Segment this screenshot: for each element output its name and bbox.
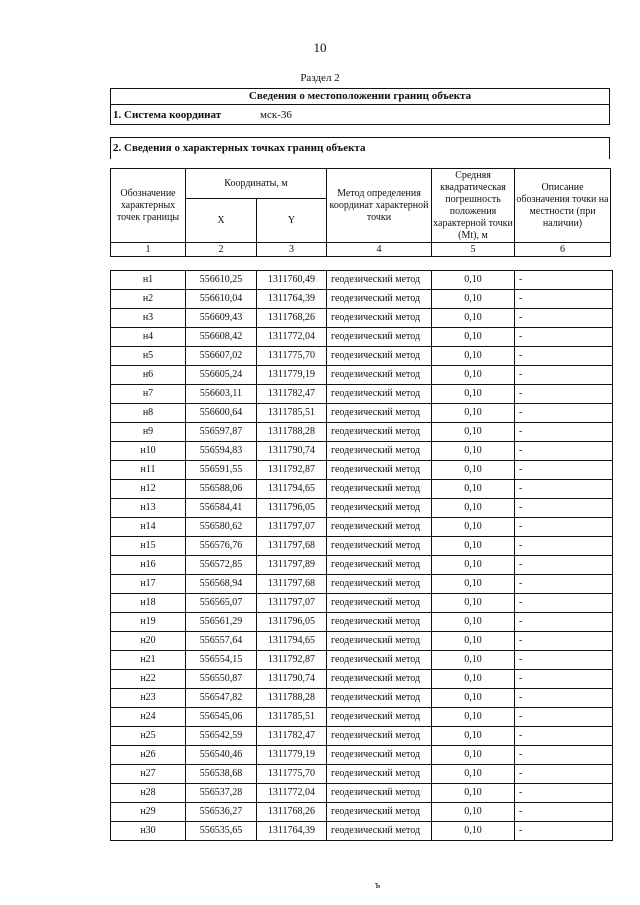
method-cell: геодезический метод: [327, 423, 432, 442]
error-cell: 0,10: [432, 290, 515, 309]
description-cell: -: [515, 689, 613, 708]
error-cell: 0,10: [432, 518, 515, 537]
column-number: 4: [327, 243, 432, 257]
y-cell: 1311790,74: [257, 670, 327, 689]
method-cell: геодезический метод: [327, 632, 432, 651]
method-cell: геодезический метод: [327, 366, 432, 385]
description-cell: -: [515, 727, 613, 746]
description-cell: -: [515, 594, 613, 613]
x-cell: 556554,15: [186, 651, 257, 670]
table-row: [111, 271, 613, 290]
description-cell: -: [515, 613, 613, 632]
column-number: 1: [111, 243, 186, 257]
header-coordinates: Координаты, м: [186, 169, 327, 199]
x-cell: 556535,65: [186, 822, 257, 841]
y-cell: 1311764,39: [257, 290, 327, 309]
table-row: [111, 651, 613, 670]
point-id-cell: н13: [111, 499, 186, 518]
point-id-cell: н5: [111, 347, 186, 366]
y-cell: 1311794,65: [257, 632, 327, 651]
x-cell: 556561,29: [186, 613, 257, 632]
table-row: [111, 385, 613, 404]
x-cell: 556610,04: [186, 290, 257, 309]
coord-system-label: 1. Система координат: [113, 109, 222, 121]
error-cell: 0,10: [432, 499, 515, 518]
y-cell: 1311772,04: [257, 328, 327, 347]
description-cell: -: [515, 784, 613, 803]
error-cell: 0,10: [432, 328, 515, 347]
table-row: [111, 556, 613, 575]
x-cell: 556540,46: [186, 746, 257, 765]
table-row: [111, 670, 613, 689]
column-number: 3: [257, 243, 327, 257]
description-cell: -: [515, 556, 613, 575]
y-cell: 1311768,26: [257, 803, 327, 822]
header-y: Y: [257, 199, 327, 243]
header-error: Средняя квадратическая погрешность положения характерной точки (Mt), м: [433, 169, 513, 241]
error-cell: 0,10: [432, 613, 515, 632]
error-cell: 0,10: [432, 271, 515, 290]
y-cell: 1311797,89: [257, 556, 327, 575]
error-cell: 0,10: [432, 822, 515, 841]
column-number: 5: [432, 243, 515, 257]
point-id-cell: н8: [111, 404, 186, 423]
point-id-cell: н30: [111, 822, 186, 841]
table-row: [111, 366, 613, 385]
description-cell: -: [515, 347, 613, 366]
y-cell: 1311782,47: [257, 727, 327, 746]
error-cell: 0,10: [432, 689, 515, 708]
point-id-cell: н24: [111, 708, 186, 727]
x-cell: 556550,87: [186, 670, 257, 689]
y-cell: 1311782,47: [257, 385, 327, 404]
description-cell: -: [515, 822, 613, 841]
y-cell: 1311796,05: [257, 499, 327, 518]
method-cell: геодезический метод: [327, 347, 432, 366]
x-cell: 556594,83: [186, 442, 257, 461]
description-cell: -: [515, 670, 613, 689]
point-id-cell: н23: [111, 689, 186, 708]
method-cell: геодезический метод: [327, 385, 432, 404]
point-id-cell: н18: [111, 594, 186, 613]
y-cell: 1311779,19: [257, 366, 327, 385]
y-cell: 1311797,07: [257, 518, 327, 537]
x-cell: 556609,43: [186, 309, 257, 328]
method-cell: геодезический метод: [327, 594, 432, 613]
x-cell: 556607,02: [186, 347, 257, 366]
error-cell: 0,10: [432, 803, 515, 822]
x-cell: 556536,27: [186, 803, 257, 822]
table-row: [111, 803, 613, 822]
y-cell: 1311760,49: [257, 271, 327, 290]
y-cell: 1311797,68: [257, 575, 327, 594]
method-cell: геодезический метод: [327, 613, 432, 632]
y-cell: 1311775,70: [257, 347, 327, 366]
method-cell: геодезический метод: [327, 746, 432, 765]
y-cell: 1311768,26: [257, 309, 327, 328]
point-id-cell: н6: [111, 366, 186, 385]
column-number: 2: [186, 243, 257, 257]
y-cell: 1311772,04: [257, 784, 327, 803]
method-cell: геодезический метод: [327, 461, 432, 480]
header-point-id: Обозначение характерных точек границы: [111, 169, 186, 243]
point-id-cell: н17: [111, 575, 186, 594]
point-id-cell: н15: [111, 537, 186, 556]
point-id-cell: н12: [111, 480, 186, 499]
point-id-cell: н29: [111, 803, 186, 822]
x-cell: 556537,28: [186, 784, 257, 803]
error-cell: 0,10: [432, 575, 515, 594]
error-cell: 0,10: [432, 385, 515, 404]
method-cell: геодезический метод: [327, 822, 432, 841]
x-cell: 556610,25: [186, 271, 257, 290]
point-id-cell: н28: [111, 784, 186, 803]
method-cell: геодезический метод: [327, 480, 432, 499]
y-cell: 1311797,07: [257, 594, 327, 613]
description-cell: -: [515, 632, 613, 651]
error-cell: 0,10: [432, 442, 515, 461]
point-id-cell: н20: [111, 632, 186, 651]
coord-system-row: [111, 105, 609, 125]
x-cell: 556538,68: [186, 765, 257, 784]
y-cell: 1311788,28: [257, 423, 327, 442]
point-id-cell: н26: [111, 746, 186, 765]
method-cell: геодезический метод: [327, 803, 432, 822]
method-cell: геодезический метод: [327, 537, 432, 556]
error-cell: 0,10: [432, 480, 515, 499]
description-cell: -: [515, 442, 613, 461]
x-cell: 556608,42: [186, 328, 257, 347]
y-cell: 1311785,51: [257, 708, 327, 727]
point-id-cell: н3: [111, 309, 186, 328]
y-cell: 1311775,70: [257, 765, 327, 784]
points-block-title: 2. Сведения о характерных точках границ объекта: [110, 137, 610, 159]
table-row: [111, 746, 613, 765]
header-description: Описание обозначения точки на местности (при наличии): [515, 169, 611, 243]
x-cell: 556584,41: [186, 499, 257, 518]
y-cell: 1311790,74: [257, 442, 327, 461]
description-cell: -: [515, 328, 613, 347]
point-id-cell: н25: [111, 727, 186, 746]
method-cell: геодезический метод: [327, 784, 432, 803]
description-cell: -: [515, 803, 613, 822]
error-cell: 0,10: [432, 309, 515, 328]
method-cell: геодезический метод: [327, 575, 432, 594]
table-row: [111, 708, 613, 727]
table-row: [111, 442, 613, 461]
table-row: [111, 347, 613, 366]
x-cell: 556591,55: [186, 461, 257, 480]
x-cell: 556565,07: [186, 594, 257, 613]
column-number: 6: [515, 243, 611, 257]
point-id-cell: н19: [111, 613, 186, 632]
x-cell: 556557,64: [186, 632, 257, 651]
method-cell: геодезический метод: [327, 309, 432, 328]
method-cell: геодезический метод: [327, 727, 432, 746]
description-cell: -: [515, 708, 613, 727]
coord-system-value: мск-36: [260, 109, 292, 121]
method-cell: геодезический метод: [327, 271, 432, 290]
table-row: [111, 480, 613, 499]
x-cell: 556603,11: [186, 385, 257, 404]
point-id-cell: н21: [111, 651, 186, 670]
table-row: [111, 784, 613, 803]
y-cell: 1311792,87: [257, 461, 327, 480]
y-cell: 1311792,87: [257, 651, 327, 670]
description-cell: -: [515, 651, 613, 670]
point-id-cell: н27: [111, 765, 186, 784]
x-cell: 556568,94: [186, 575, 257, 594]
error-cell: 0,10: [432, 556, 515, 575]
table-row: [111, 613, 613, 632]
x-cell: 556600,64: [186, 404, 257, 423]
table-row: [111, 518, 613, 537]
method-cell: геодезический метод: [327, 689, 432, 708]
method-cell: геодезический метод: [327, 765, 432, 784]
point-id-cell: н9: [111, 423, 186, 442]
point-id-cell: н4: [111, 328, 186, 347]
x-cell: 556542,59: [186, 727, 257, 746]
error-cell: 0,10: [432, 746, 515, 765]
method-cell: геодезический метод: [327, 290, 432, 309]
description-cell: -: [515, 575, 613, 594]
points-table-header: [110, 168, 611, 257]
error-cell: 0,10: [432, 632, 515, 651]
point-id-cell: н22: [111, 670, 186, 689]
x-cell: 556572,85: [186, 556, 257, 575]
y-cell: 1311788,28: [257, 689, 327, 708]
table-row: [111, 727, 613, 746]
description-cell: -: [515, 385, 613, 404]
description-cell: -: [515, 537, 613, 556]
table-row: [111, 537, 613, 556]
error-cell: 0,10: [432, 727, 515, 746]
point-id-cell: н14: [111, 518, 186, 537]
table-row: [111, 499, 613, 518]
x-cell: 556588,06: [186, 480, 257, 499]
description-cell: -: [515, 423, 613, 442]
y-cell: 1311797,68: [257, 537, 327, 556]
table-row: [111, 575, 613, 594]
method-cell: геодезический метод: [327, 670, 432, 689]
point-id-cell: н2: [111, 290, 186, 309]
description-cell: -: [515, 271, 613, 290]
error-cell: 0,10: [432, 537, 515, 556]
description-cell: -: [515, 499, 613, 518]
method-cell: геодезический метод: [327, 651, 432, 670]
y-cell: 1311796,05: [257, 613, 327, 632]
method-cell: геодезический метод: [327, 328, 432, 347]
error-cell: 0,10: [432, 651, 515, 670]
description-cell: -: [515, 518, 613, 537]
error-cell: 0,10: [432, 366, 515, 385]
table-row: [111, 632, 613, 651]
point-id-cell: н7: [111, 385, 186, 404]
point-id-cell: н10: [111, 442, 186, 461]
error-cell: 0,10: [432, 594, 515, 613]
method-cell: геодезический метод: [327, 442, 432, 461]
location-block: [110, 88, 610, 125]
error-cell: 0,10: [432, 784, 515, 803]
error-cell: 0,10: [432, 670, 515, 689]
point-id-cell: н1: [111, 271, 186, 290]
point-id-cell: н16: [111, 556, 186, 575]
table-row: [111, 404, 613, 423]
header-x: X: [186, 199, 257, 243]
description-cell: -: [515, 366, 613, 385]
description-cell: -: [515, 309, 613, 328]
description-cell: -: [515, 746, 613, 765]
error-cell: 0,10: [432, 347, 515, 366]
y-cell: 1311785,51: [257, 404, 327, 423]
method-cell: геодезический метод: [327, 518, 432, 537]
method-cell: геодезический метод: [327, 404, 432, 423]
y-cell: 1311764,39: [257, 822, 327, 841]
header-method: Метод определения координат характерной точки: [327, 169, 432, 243]
error-cell: 0,10: [432, 423, 515, 442]
table-row: [111, 765, 613, 784]
error-cell: 0,10: [432, 765, 515, 784]
description-cell: -: [515, 404, 613, 423]
x-cell: 556576,76: [186, 537, 257, 556]
table-row: [111, 423, 613, 442]
page-number: 10: [313, 40, 327, 55]
location-header: Сведения о местоположении границ объекта: [111, 89, 609, 105]
table-row: [111, 461, 613, 480]
error-cell: 0,10: [432, 461, 515, 480]
table-row: [111, 290, 613, 309]
x-cell: 556547,82: [186, 689, 257, 708]
description-cell: -: [515, 461, 613, 480]
y-cell: 1311779,19: [257, 746, 327, 765]
table-row: [111, 309, 613, 328]
x-cell: 556545,06: [186, 708, 257, 727]
x-cell: 556580,62: [186, 518, 257, 537]
x-cell: 556597,87: [186, 423, 257, 442]
error-cell: 0,10: [432, 404, 515, 423]
point-id-cell: н11: [111, 461, 186, 480]
method-cell: геодезический метод: [327, 499, 432, 518]
x-cell: 556605,24: [186, 366, 257, 385]
table-row: [111, 822, 613, 841]
method-cell: геодезический метод: [327, 708, 432, 727]
section-title: Раздел 2: [300, 72, 340, 84]
description-cell: -: [515, 765, 613, 784]
description-cell: -: [515, 290, 613, 309]
scan-mark: ъ: [375, 880, 381, 891]
table-row: [111, 689, 613, 708]
table-row: [111, 328, 613, 347]
method-cell: геодезический метод: [327, 556, 432, 575]
table-row: [111, 594, 613, 613]
points-table: [110, 270, 613, 841]
error-cell: 0,10: [432, 708, 515, 727]
description-cell: -: [515, 480, 613, 499]
y-cell: 1311794,65: [257, 480, 327, 499]
